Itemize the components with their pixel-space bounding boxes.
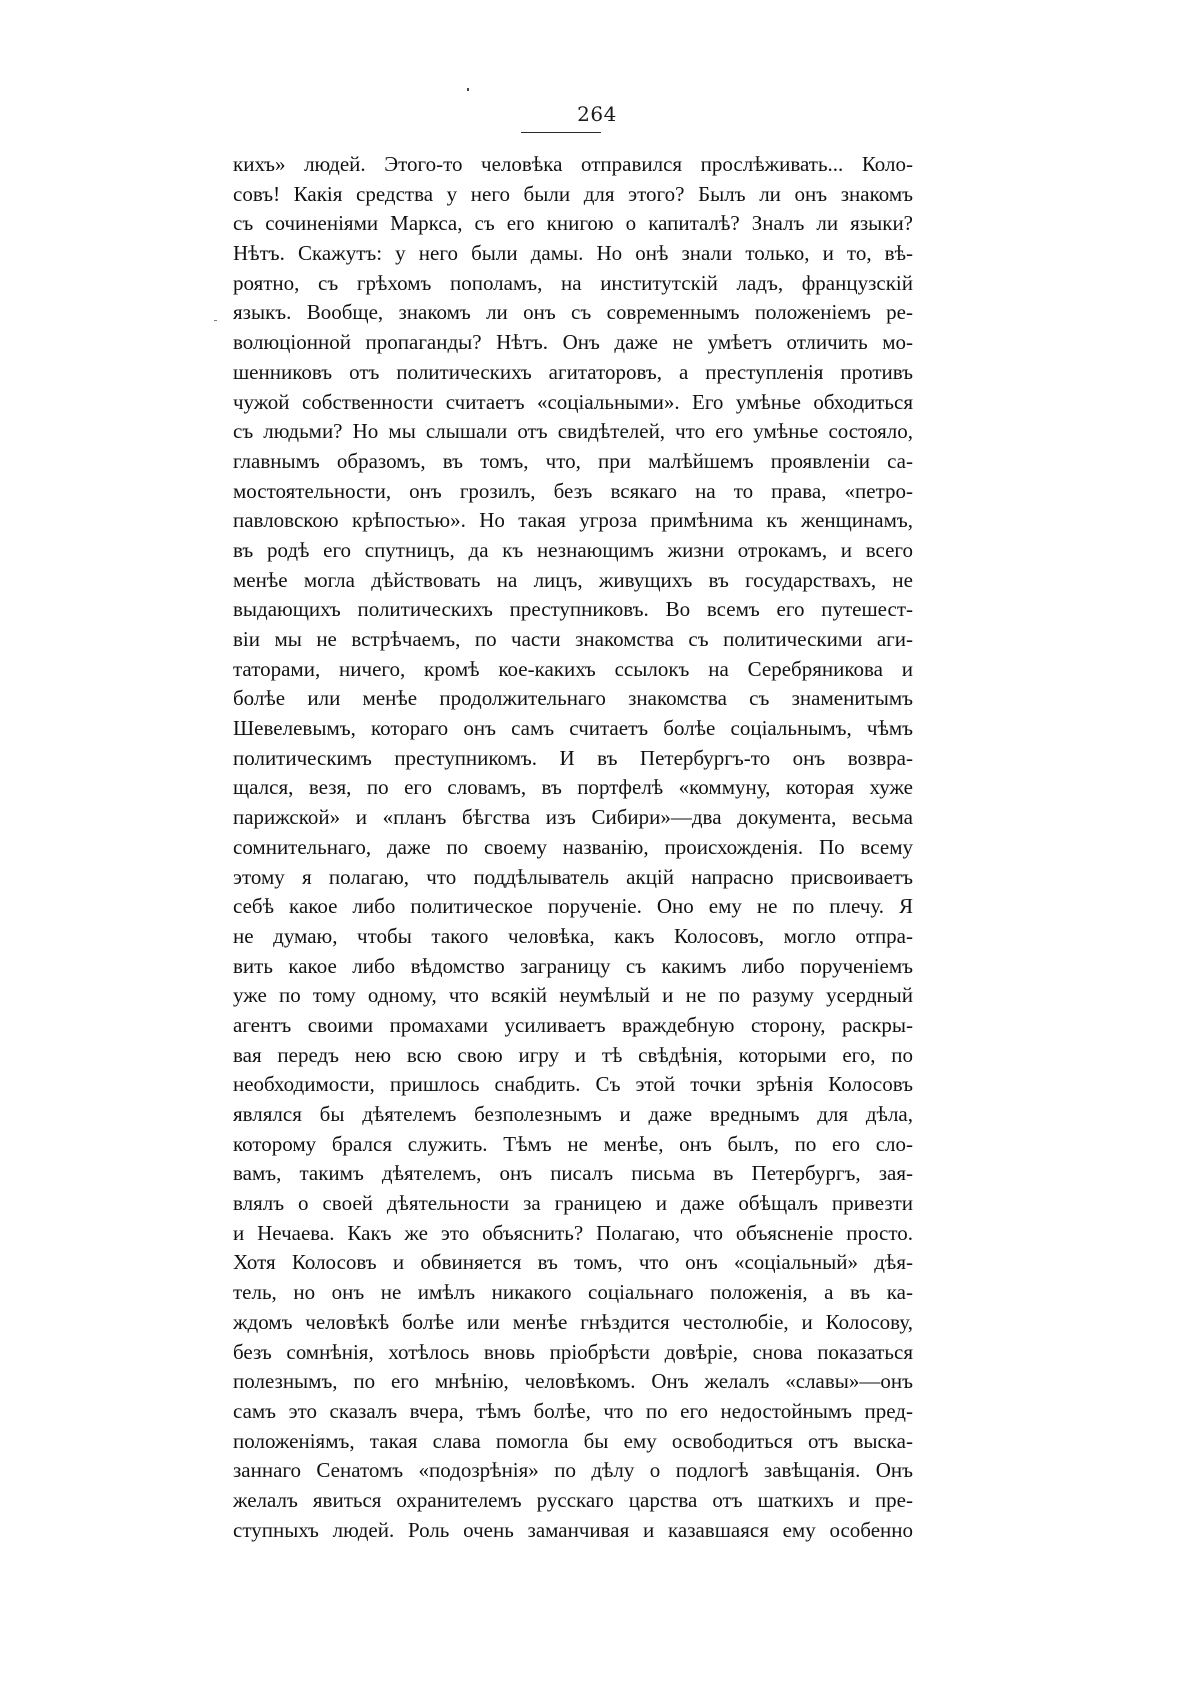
text-line: самъ это сказалъ вчера, тѣмъ болѣе, что по его недостойнымъ пред- — [233, 1398, 913, 1423]
text-line: необходимости, пришлось снабдить. Съ этой точки зрѣнія Колосовъ — [233, 1072, 913, 1097]
text-line: безъ сомнѣнія, хотѣлось вновь пріобрѣсти довѣріе, снова показаться — [233, 1339, 913, 1364]
text-line: съ людьми? Но мы слышали отъ свидѣтелей, что его умѣнье состояло, — [233, 419, 913, 444]
text-line: языкъ. Вообще, знакомъ ли онъ съ современнымъ положеніемъ ре- — [233, 300, 913, 325]
text-line: съ сочиненіями Маркса, съ его книгою о капиталѣ? Зналъ ли языки? — [233, 211, 913, 236]
text-line: мостоятельности, онъ грозилъ, безъ всякаго на то права, «петро- — [233, 478, 913, 503]
ink-speck — [467, 88, 469, 91]
body-text — [233, 150, 913, 1545]
text-line: волюціонной пропаганды? Нѣтъ. Онъ даже не умѣетъ отличить мо- — [233, 330, 913, 355]
text-line: таторами, ничего, кромѣ кое-какихъ ссылокъ на Серебряникова и — [233, 656, 913, 681]
page-number: 264 — [577, 102, 617, 126]
text-line: парижской» и «планъ бѣгства изъ Сибири»—два документа, весьма — [233, 805, 913, 830]
text-line: шенниковъ отъ политическихъ агитаторовъ, а преступленія противъ — [233, 359, 913, 384]
text-line: агентъ своими промахами усиливаетъ враждебную сторону, раскры- — [233, 1012, 913, 1037]
text-line: кихъ» людей. Этого-то человѣка отправился прослѣживать... Коло- — [233, 152, 913, 176]
text-line: и Нечаева. Какъ же это объяснить? Полагаю, что объясненіе просто. — [233, 1220, 913, 1245]
text-line: которому брался служить. Тѣмъ не менѣе, онъ былъ, по его сло- — [233, 1131, 913, 1156]
text-line: роятно, съ грѣхомъ пополамъ, на институтскій ладъ, французскій — [233, 270, 913, 295]
text-line: главнымъ образомъ, въ томъ, что, при малѣйшемъ проявленіи са- — [233, 448, 913, 473]
margin-ink-mark — [214, 320, 217, 321]
text-line: ступныхъ людей. Роль очень заманчивая и казавшаяся ему особенно — [233, 1517, 913, 1542]
text-line: выдающихъ политическихъ преступниковъ. Во всемъ его путешест- — [233, 597, 913, 622]
text-line: Нѣтъ. Скажутъ: у него были дамы. Но онѣ знали только, и то, вѣ- — [233, 241, 913, 266]
text-line: ждомъ человѣкѣ болѣе или менѣе гнѣздится честолюбіе, и Колосову, — [233, 1309, 913, 1334]
text-line: въ родѣ его спутницъ, да къ незнающимъ жизни отрокамъ, и всего — [233, 537, 913, 562]
text-line: влялъ о своей дѣятельности за границею и даже обѣщалъ привезти — [233, 1191, 913, 1216]
text-line: вить какое либо вѣдомство заграницу съ какимъ либо порученіемъ — [233, 953, 913, 978]
text-line: чужой собственности считаетъ «соціальными». Его умѣнье обходиться — [233, 389, 913, 414]
text-line: тель, но онъ не имѣлъ никакого соціальнаго положенія, а въ ка- — [233, 1280, 913, 1305]
text-line: віи мы не встрѣчаемъ, по части знакомства съ политическими аги- — [233, 627, 913, 651]
text-line: вая передъ нею всю свою игру и тѣ свѣдѣнія, которыми его, по — [233, 1042, 913, 1067]
page-number-rule — [521, 132, 601, 133]
text-line: сомнительнаго, даже по своему названію, происхожденія. По всему — [233, 834, 913, 859]
text-line: Хотя Колосовъ и обвиняется въ томъ, что онъ «соціальный» дѣя- — [233, 1250, 913, 1275]
text-line: полезнымъ, по его мнѣнію, человѣкомъ. Онъ желалъ «славы»—онъ — [233, 1369, 913, 1394]
text-line: уже по тому одному, что всякій неумѣлый и не по разуму усердный — [233, 983, 913, 1008]
text-line: менѣе могла дѣйствовать на лицъ, живущихъ въ государствахъ, не — [233, 567, 913, 592]
text-line: политическимъ преступникомъ. И въ Петербургъ-то онъ возвра- — [233, 745, 913, 770]
text-line: щался, везя, по его словамъ, въ портфелѣ «коммуну, которая хуже — [233, 775, 913, 800]
text-line: совъ! Какія средства у него были для этого? Былъ ли онъ знакомъ — [233, 181, 913, 206]
text-line: положеніямъ, такая слава помогла бы ему освободиться отъ выска- — [233, 1428, 913, 1453]
text-line: являлся бы дѣятелемъ безполезнымъ и даже вреднымъ для дѣла, — [233, 1102, 913, 1126]
text-line: этому я полагаю, что поддѣлыватель акцій напрасно присвоиваетъ — [233, 864, 913, 889]
text-line: себѣ какое либо политическое порученіе. Оно ему не по плечу. Я — [233, 894, 913, 919]
text-line: вамъ, такимъ дѣятелемъ, онъ писалъ письма въ Петербургъ, зая- — [233, 1161, 913, 1186]
text-line: болѣе или менѣе продолжительнаго знакомства съ знаменитымъ — [233, 686, 913, 711]
text-line: не думаю, чтобы такого человѣка, какъ Колосовъ, могло отпра- — [233, 923, 913, 948]
text-line: Шевелевымъ, котораго онъ самъ считаетъ болѣе соціальнымъ, чѣмъ — [233, 716, 913, 741]
text-line: желалъ явиться охранителемъ русскаго царства отъ шаткихъ и пре- — [233, 1487, 913, 1512]
text-line: заннаго Сенатомъ «подозрѣнія» по дѣлу о подлогѣ завѣщанія. Онъ — [233, 1458, 913, 1483]
text-line: павловскою крѣпостью». Но такая угроза примѣнима къ женщинамъ, — [233, 508, 913, 533]
